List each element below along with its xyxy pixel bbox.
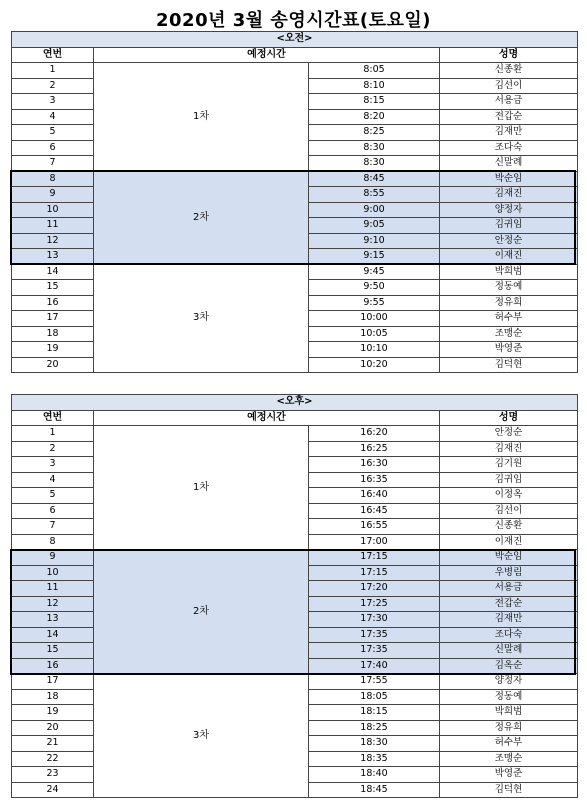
row-number: 10	[12, 565, 94, 581]
row-number: 9	[12, 187, 94, 203]
row-number: 15	[12, 280, 94, 296]
scheduled-time: 18:15	[309, 705, 440, 721]
person-name: 양정자	[440, 202, 578, 218]
row-number: 11	[12, 581, 94, 597]
row-number: 3	[12, 457, 94, 473]
scheduled-time: 17:20	[309, 581, 440, 597]
table-row	[12, 264, 578, 280]
person-name: 안정순	[440, 426, 578, 442]
scheduled-time: 16:25	[309, 441, 440, 457]
row-number: 9	[12, 550, 94, 566]
person-name: 박희범	[440, 264, 578, 280]
column-header-name: 성명	[440, 47, 578, 63]
round-label: 1차	[94, 63, 309, 172]
person-name: 신종환	[440, 63, 578, 79]
scheduled-time: 10:00	[309, 311, 440, 327]
person-name: 허수부	[440, 311, 578, 327]
scheduled-time: 17:40	[309, 658, 440, 674]
scheduled-time: 18:40	[309, 767, 440, 783]
person-name: 이정옥	[440, 488, 578, 504]
person-name: 김재진	[440, 187, 578, 203]
scheduled-time: 17:35	[309, 643, 440, 659]
row-number: 4	[12, 109, 94, 125]
row-number: 5	[12, 488, 94, 504]
person-name: 안정순	[440, 233, 578, 249]
person-name: 김덕현	[440, 357, 578, 373]
person-name: 정동예	[440, 689, 578, 705]
scheduled-time: 8:05	[309, 63, 440, 79]
scheduled-time: 18:25	[309, 720, 440, 736]
scheduled-time: 8:45	[309, 171, 440, 187]
row-number: 7	[12, 519, 94, 535]
scheduled-time: 16:40	[309, 488, 440, 504]
person-name: 서용금	[440, 581, 578, 597]
row-number: 1	[12, 63, 94, 79]
row-number: 6	[12, 503, 94, 519]
column-header-row	[12, 410, 578, 426]
person-name: 김귀임	[440, 472, 578, 488]
row-number: 18	[12, 326, 94, 342]
row-number: 23	[12, 767, 94, 783]
scheduled-time: 10:05	[309, 326, 440, 342]
scheduled-time: 9:15	[309, 249, 440, 265]
person-name: 서용금	[440, 94, 578, 110]
column-header-row	[12, 47, 578, 63]
person-name: 박희범	[440, 705, 578, 721]
table-row	[12, 674, 578, 690]
person-name: 박순임	[440, 550, 578, 566]
person-name: 신종환	[440, 519, 578, 535]
table-row	[12, 171, 578, 187]
row-number: 19	[12, 705, 94, 721]
person-name: 박순임	[440, 171, 578, 187]
scheduled-time: 17:35	[309, 627, 440, 643]
row-number: 17	[12, 674, 94, 690]
round-label: 3차	[94, 264, 309, 373]
table-row	[12, 550, 578, 566]
scheduled-time: 8:30	[309, 156, 440, 172]
row-number: 4	[12, 472, 94, 488]
person-name: 정유희	[440, 720, 578, 736]
scheduled-time: 8:55	[309, 187, 440, 203]
person-name: 김재진	[440, 441, 578, 457]
scheduled-time: 8:15	[309, 94, 440, 110]
row-number: 2	[12, 441, 94, 457]
row-number: 2	[12, 78, 94, 94]
scheduled-time: 8:25	[309, 125, 440, 141]
person-name: 조다숙	[440, 140, 578, 156]
scheduled-time: 16:35	[309, 472, 440, 488]
row-number: 5	[12, 125, 94, 141]
row-number: 19	[12, 342, 94, 358]
scheduled-time: 17:00	[309, 534, 440, 550]
row-number: 13	[12, 612, 94, 628]
scheduled-time: 9:45	[309, 264, 440, 280]
scheduled-time: 18:30	[309, 736, 440, 752]
scheduled-time: 17:30	[309, 612, 440, 628]
round-label: 3차	[94, 674, 309, 798]
person-name: 김덕현	[440, 782, 578, 798]
row-number: 16	[12, 295, 94, 311]
page-title: 2020년 3월 송영시간표(토요일)	[156, 10, 431, 31]
scheduled-time: 18:45	[309, 782, 440, 798]
person-name: 김선이	[440, 503, 578, 519]
column-header-time: 예정시간	[94, 410, 440, 426]
scheduled-time: 16:30	[309, 457, 440, 473]
scheduled-time: 9:50	[309, 280, 440, 296]
row-number: 11	[12, 218, 94, 234]
scheduled-time: 18:35	[309, 751, 440, 767]
row-number: 15	[12, 643, 94, 659]
column-header-name: 성명	[440, 410, 578, 426]
round-label: 2차	[94, 550, 309, 674]
scheduled-time: 8:30	[309, 140, 440, 156]
row-number: 20	[12, 720, 94, 736]
person-name: 김재만	[440, 612, 578, 628]
person-name: 정유희	[440, 295, 578, 311]
row-number: 8	[12, 534, 94, 550]
scheduled-time: 9:00	[309, 202, 440, 218]
person-name: 정동예	[440, 280, 578, 296]
person-name: 김옥순	[440, 658, 578, 674]
scheduled-time: 17:15	[309, 550, 440, 566]
row-number: 12	[12, 596, 94, 612]
person-name: 조맹순	[440, 326, 578, 342]
row-number: 14	[12, 264, 94, 280]
person-name: 전갑순	[440, 109, 578, 125]
column-header-no: 연번	[12, 47, 94, 63]
row-number: 17	[12, 311, 94, 327]
row-number: 12	[12, 233, 94, 249]
scheduled-time: 9:55	[309, 295, 440, 311]
round-label: 1차	[94, 426, 309, 550]
row-number: 20	[12, 357, 94, 373]
row-number: 21	[12, 736, 94, 752]
scheduled-time: 18:05	[309, 689, 440, 705]
row-number: 22	[12, 751, 94, 767]
person-name: 조맹순	[440, 751, 578, 767]
person-name: 이재진	[440, 249, 578, 265]
scheduled-time: 8:10	[309, 78, 440, 94]
section-header-row	[12, 32, 578, 48]
scheduled-time: 16:55	[309, 519, 440, 535]
column-header-no: 연번	[12, 410, 94, 426]
person-name: 김귀임	[440, 218, 578, 234]
scheduled-time: 17:55	[309, 674, 440, 690]
person-name: 허수부	[440, 736, 578, 752]
scheduled-time: 17:15	[309, 565, 440, 581]
person-name: 신말례	[440, 156, 578, 172]
row-number: 1	[12, 426, 94, 442]
row-number: 24	[12, 782, 94, 798]
row-number: 6	[12, 140, 94, 156]
column-header-time: 예정시간	[94, 47, 440, 63]
scheduled-time: 10:10	[309, 342, 440, 358]
person-name: 김재만	[440, 125, 578, 141]
round-label: 2차	[94, 171, 309, 264]
scheduled-time: 9:10	[309, 233, 440, 249]
row-number: 16	[12, 658, 94, 674]
person-name: 우병림	[440, 565, 578, 581]
person-name: 박영준	[440, 767, 578, 783]
scheduled-time: 8:20	[309, 109, 440, 125]
row-number: 10	[12, 202, 94, 218]
section-header-row	[12, 395, 578, 411]
scheduled-time: 10:20	[309, 357, 440, 373]
person-name: 김선이	[440, 78, 578, 94]
row-number: 3	[12, 94, 94, 110]
morning-schedule-table	[11, 31, 577, 373]
row-number: 7	[12, 156, 94, 172]
section-label: <오후>	[12, 395, 578, 411]
person-name: 양정자	[440, 674, 578, 690]
person-name: 전갑순	[440, 596, 578, 612]
row-number: 13	[12, 249, 94, 265]
person-name: 이재진	[440, 534, 578, 550]
table-row	[12, 63, 578, 79]
person-name: 조다숙	[440, 627, 578, 643]
section-label: <오전>	[12, 32, 578, 48]
person-name: 김기원	[440, 457, 578, 473]
table-row	[12, 426, 578, 442]
person-name: 신말례	[440, 643, 578, 659]
scheduled-time: 17:25	[309, 596, 440, 612]
person-name: 박영준	[440, 342, 578, 358]
scheduled-time: 16:20	[309, 426, 440, 442]
row-number: 14	[12, 627, 94, 643]
scheduled-time: 16:45	[309, 503, 440, 519]
scheduled-time: 9:05	[309, 218, 440, 234]
afternoon-schedule-table	[11, 394, 577, 798]
row-number: 8	[12, 171, 94, 187]
row-number: 18	[12, 689, 94, 705]
